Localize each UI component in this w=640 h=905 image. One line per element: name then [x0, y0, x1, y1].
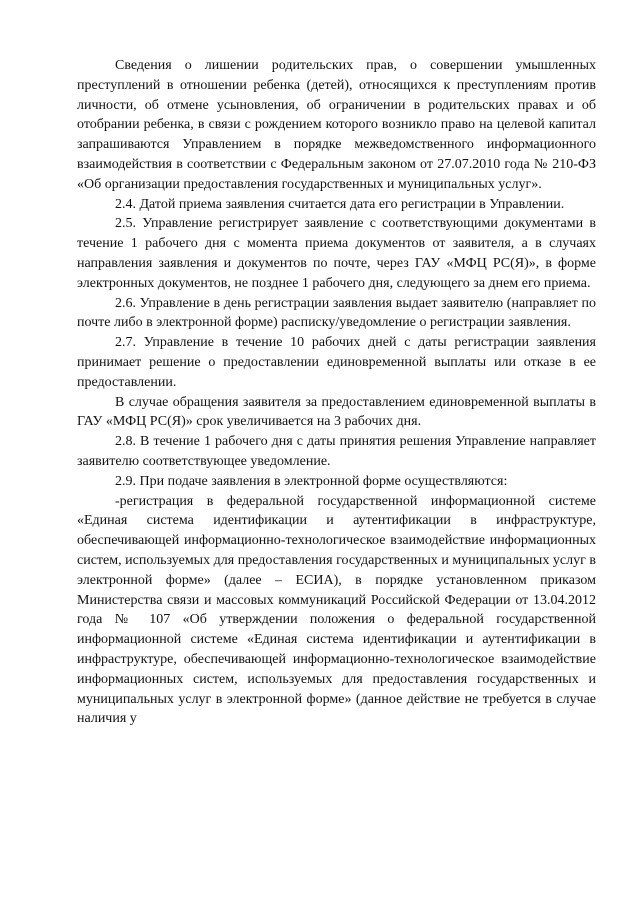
- paragraph-mfc-term: В случае обращения заявителя за предоставлением единовременной выплаты в ГАУ «МФЦ РС(Я)» срок увеличивается на 3 рабочих дня.: [77, 394, 596, 430]
- paragraph-2-9: 2.9. При подаче заявления в электронной форме осуществляются:: [115, 473, 508, 489]
- paragraph-2-6: 2.6. Управление в день регистрации заявления выдает заявителю (направляет по почте либо в электронной форме) расписку/уведомление о регистрации заявления.: [77, 295, 596, 331]
- paragraph-intelligence-request: Сведения о лишении родительских прав, о совершении умышленных преступлений в отношении ребенка (детей), относящихся к преступлениям против личности, об отмене усыновления, об ограничении в родительских правах и об отобрании ребенка, в связи с рождением которого возникло право на целевой капитал запрашиваются Управлением в порядке межведомственного информационного взаимодействия в соответствии с Федеральным законом от 27.07.2010 года № 210-ФЗ «Об организации предоставления государственных и муниципальных услуг».: [77, 58, 596, 192]
- paragraph-2-5: 2.5. Управление регистрирует заявление с соответствующими документами в течение 1 рабочего дня с момента приема документов от заявителя, а в случаях направления заявления и документов по почте, через ГАУ «МФЦ РС(Я)», в форме электронных документов, не позднее 1 рабочего дня, следующего за днем его приема.: [77, 216, 596, 291]
- paragraph-2-8: 2.8. В течение 1 рабочего дня с даты принятия решения Управление направляет заявителю соответствующее уведомление.: [77, 434, 596, 469]
- paragraph-2-7: 2.7. Управление в течение 10 рабочих дней с даты регистрации заявления принимает решение о предоставлении единовременной выплаты или отказе в ее предоставлении.: [77, 335, 596, 390]
- document-page: [77, 56, 596, 729]
- paragraph-2-4: 2.4. Датой приема заявления считается дата его регистрации в Управлении.: [115, 196, 565, 212]
- paragraph-esia-registration: -регистрация в федеральной государственной информационной системе «Единая система идентификации и аутентификации в инфраструктуре, обеспечивающей информационно-технологическое взаимодействие информационных систем, используемых для предоставления государственных и муниципальных услуг в электронной форме» (далее – ЕСИА), в порядке установленном приказом Министерства связи и массовых коммуникаций Российской Федерации от 13.04.2012 года № 107 «Об утверждении положения о федеральной государственной информационной системе «Единая система идентификации и аутентификации в инфраструктуре, обеспечивающей информационно-технологическое взаимодействие информационных систем, используемых для предоставления государственных и муниципальных услуг в электронной форме» (данное действие не требуется в случае наличия у: [77, 493, 596, 727]
